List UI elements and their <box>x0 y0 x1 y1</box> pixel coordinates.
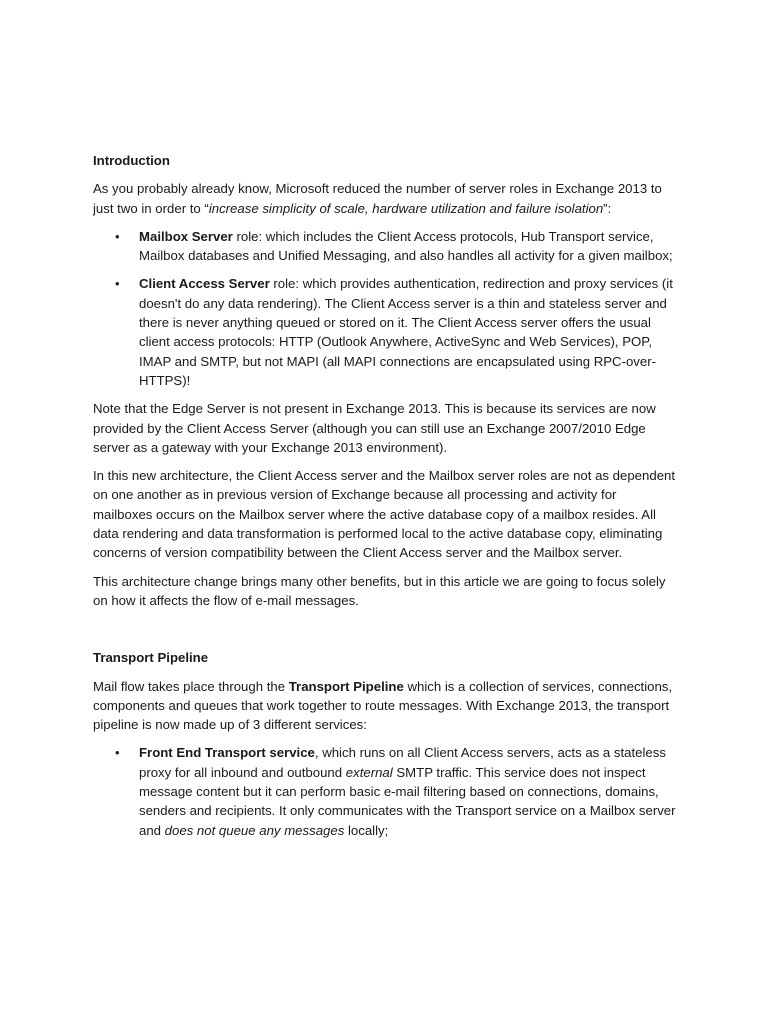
list-item-mailbox-server <box>93 227 679 266</box>
intro-paragraph <box>93 179 679 218</box>
benefits-paragraph: This architecture change brings many other benefits, but in this article we are going to focus solely on how it affects the flow of e-mail messages. <box>93 573 666 608</box>
transport-services-list <box>93 743 679 839</box>
mailbox-server-term: Mailbox Server <box>139 228 233 244</box>
transport-intro-text-2: which is a collection of services, connections, components and queues that work together to route messages. With Exchange 2013, the transport pipeline is now made up of 3 different services: <box>93 678 673 733</box>
transport-intro-text-1: Mail flow takes place through the <box>93 678 289 694</box>
architecture-paragraph: In this new architecture, the Client Access server and the Mailbox server roles are not as dependent on one another as in previous version of Exchange because all processing and activity for mailboxes occurs on the Mailbox server where the active database copy of a mailbox resides. All data rendering and data transformation is performed local to the active database copy, eliminating concerns of version compatibility between the Client Access server and the Mailbox server. <box>93 468 676 561</box>
intro-paragraph-text-2: ”: <box>603 200 612 216</box>
front-end-transport-external: external <box>345 764 393 780</box>
front-end-transport-text-1: , which runs on all Client Access servers, acts as a stateless proxy for all inbound and outbound <box>139 745 666 780</box>
transport-intro-paragraph <box>93 677 679 735</box>
transport-pipeline-term: Transport Pipeline <box>288 678 404 694</box>
section-spacer <box>93 619 679 648</box>
mailbox-server-description: role: which includes the Client Access protocols, Hub Transport service, Mailbox databases and Unified Messaging, and also handles all activity for a given mailbox; <box>139 228 673 264</box>
front-end-transport-no-queue: does not queue any messages <box>164 822 345 838</box>
introduction-heading: Introduction <box>93 153 170 168</box>
client-access-server-description: role: which provides authentication, redirection and proxy services (it doesn't do any data rendering). The Client Access server is a thin and stateless server and there is never anything queued or stored on it. The Client Access server offers the usual client access protocols: HTTP (Outlook Anywhere, ActiveSync and Web Services), POP, IMAP and SMTP, but not MAPI (all MAPI connections are encapsulated using RPC-over-HTTPS)! <box>139 276 673 388</box>
document-page <box>93 151 679 849</box>
intro-paragraph-quote: increase simplicity of scale, hardware utilization and failure isolation <box>208 200 604 216</box>
front-end-transport-term: Front End Transport service <box>139 745 315 761</box>
bullet-icon: • <box>115 228 120 244</box>
front-end-transport-text-2: SMTP traffic. This service does not inspect message content but it can perform basic e-mail filtering based on connections, domains, senders and recipients. It only communicates with the Transport service on a Mailbox server and <box>139 764 676 838</box>
front-end-transport-text-3: locally; <box>344 822 389 838</box>
list-item-front-end-transport <box>93 743 679 839</box>
intro-paragraph-text-1: As you probably already know, Microsoft reduced the number of server roles in Exchange 2013 to just two in order to “ <box>93 181 662 216</box>
edge-server-paragraph: Note that the Edge Server is not present in Exchange 2013. This is because its services are now provided by the Client Access Server (although you can still use an Exchange 2007/2010 Edge server as a gateway with your Exchange 2013 environment). <box>93 401 656 455</box>
list-item-client-access-server <box>93 274 679 390</box>
transport-pipeline-heading: Transport Pipeline <box>93 650 209 666</box>
client-access-server-term: Client Access Server <box>139 276 270 292</box>
bullet-icon: • <box>115 276 120 292</box>
server-roles-list <box>93 227 679 390</box>
bullet-icon: • <box>115 745 120 761</box>
